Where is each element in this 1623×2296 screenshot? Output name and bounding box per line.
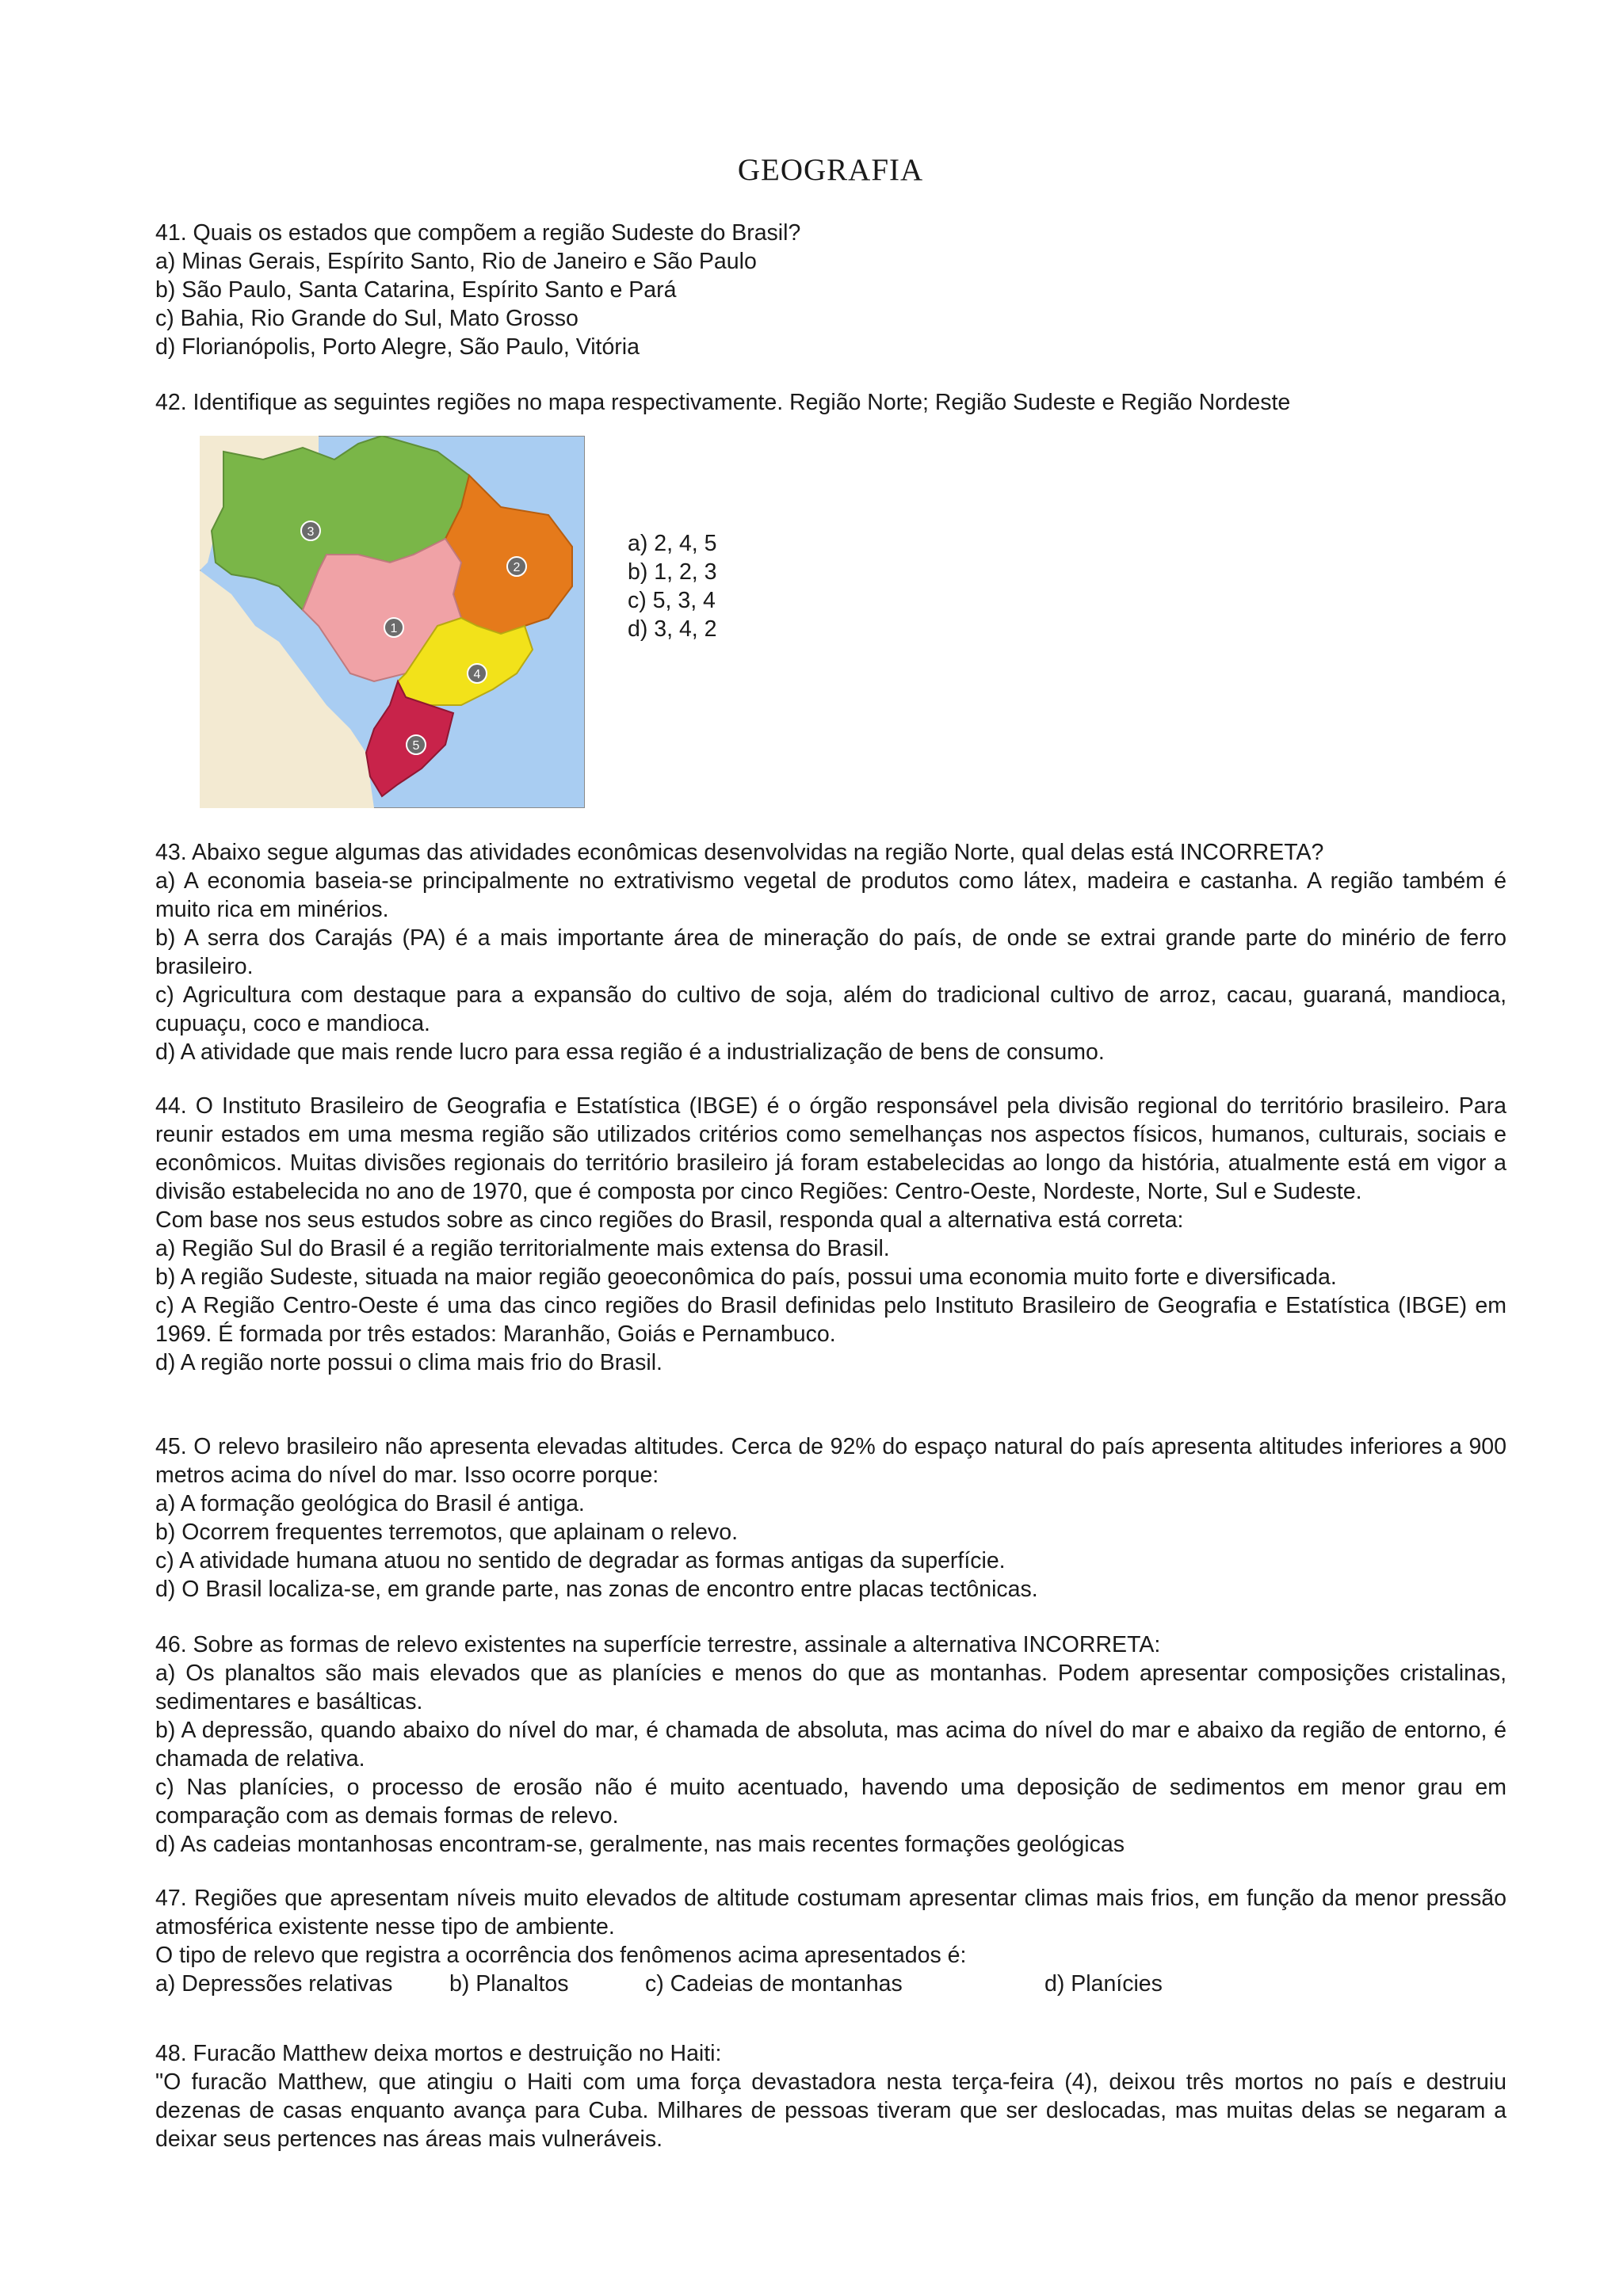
brazil-regions-map: [200, 436, 585, 808]
question-42-option-c: c) 5, 3, 4: [628, 588, 716, 613]
question-45: [155, 1432, 1507, 1604]
question-44-option-d: d) A região norte possui o clima mais frio do Brasil.: [155, 1350, 663, 1375]
question-45-option-b: b) Ocorrem frequentes terremotos, que aplainam o relevo.: [155, 1520, 739, 1545]
question-45-option-c: c) A atividade humana atuou no sentido de degradar as formas antigas da superfície.: [155, 1548, 1006, 1573]
map-marker-3: [301, 521, 320, 540]
question-41-option-b: b) São Paulo, Santa Catarina, Espírito Santo e Pará: [155, 277, 677, 303]
question-44-option-c: c) A Região Centro-Oeste é uma das cinco regiões do Brasil definidas pelo Instituto Brasileiro de Geografia e Estatística (IBGE) em 1969. É formada por três estados: Maranhão, Goiás e Pernambuco.: [155, 1293, 1507, 1347]
question-41-option-d: d) Florianópolis, Porto Alegre, São Paulo, Vitória: [155, 334, 640, 360]
map-marker-3-label: 3: [307, 525, 315, 539]
question-41-option-a: a) Minas Gerais, Espírito Santo, Rio de Janeiro e São Paulo: [155, 249, 757, 274]
question-46-option-b: b) A depressão, quando abaixo do nível do mar, é chamada de absoluta, mas acima do nível do mar e abaixo da região de entorno, é chamada de relativa.: [155, 1718, 1507, 1772]
question-47-option-c: c) Cadeias de montanhas: [645, 1971, 903, 1997]
question-44-prompt: Com base nos seus estudos sobre as cinco regiões do Brasil, responda qual a alternativa está correta:: [155, 1207, 1184, 1233]
map-marker-5: [407, 735, 426, 754]
question-43-text: 43. Abaixo segue algumas das atividades econômicas desenvolvidas na região Norte, qual delas está INCORRETA?: [155, 840, 1324, 865]
question-47-option-a: a) Depressões relativas: [155, 1971, 393, 1997]
question-43-option-a: a) A economia baseia-se principalmente no extrativismo vegetal de produtos como látex, madeira e castanha. A região também é muito rica em minérios.: [155, 868, 1507, 922]
question-47-option-d: d) Planícies: [1044, 1971, 1163, 1997]
map-marker-4-label: 4: [473, 668, 481, 681]
question-43-option-b: b) A serra dos Carajás (PA) é a mais importante área de mineração do país, de onde se extrai grande parte do minério de ferro brasileiro.: [155, 925, 1507, 979]
question-42-option-d: d) 3, 4, 2: [628, 616, 717, 642]
question-48: [155, 2039, 1507, 2153]
map-marker-5-label: 5: [412, 739, 420, 753]
map-marker-1: [384, 618, 403, 637]
question-44: [155, 1092, 1507, 1377]
question-46: [155, 1630, 1507, 1859]
question-41-text: 41. Quais os estados que compõem a região Sudeste do Brasil?: [155, 220, 801, 246]
question-46-text: 46. Sobre as formas de relevo existentes na superfície terrestre, assinale a alternativa INCORRETA:: [155, 1632, 1161, 1657]
question-46-option-c: c) Nas planícies, o processo de erosão não é muito acentuado, havendo uma deposição de sedimentos em menor grau em comparação com as demais formas de relevo.: [155, 1775, 1507, 1829]
question-41: [155, 219, 1507, 361]
map-marker-1-label: 1: [390, 622, 398, 635]
question-47-options: [155, 1970, 1507, 1998]
question-44-text: 44. O Instituto Brasileiro de Geografia e Estatística (IBGE) é o órgão responsável pela divisão regional do território brasileiro. Para reunir estados em uma mesma região são utilizados critérios como semelhanças nos aspectos físicos, humanos, culturais, sociais e econômicos. Muitas divisões regionais do território brasileiro já foram estabelecidas ao longo da história, atualmente está em vigor a divisão estabelecida no ano de 1970, que é composta por cinco Regiões: Centro-Oeste, Nordeste, Norte, Sul e Sudeste.: [155, 1093, 1507, 1204]
question-45-option-d: d) O Brasil localiza-se, em grande parte, nas zonas de encontro entre placas tectônicas.: [155, 1577, 1038, 1602]
question-42-options: [628, 529, 716, 643]
brazil-map-svg: [200, 436, 585, 808]
question-46-option-d: d) As cadeias montanhosas encontram-se, geralmente, nas mais recentes formações geológicas: [155, 1832, 1125, 1857]
question-47-text: 47. Regiões que apresentam níveis muito elevados de altitude costumam apresentar climas mais frios, em função da menor pressão atmosférica existente nesse tipo de ambiente.: [155, 1886, 1507, 1939]
question-42-option-b: b) 1, 2, 3: [628, 559, 717, 585]
question-44-option-b: b) A região Sudeste, situada na maior região geoeconômica do país, possui uma economia muito forte e diversificada.: [155, 1264, 1337, 1290]
question-42-text: 42. Identifique as seguintes regiões no mapa respectivamente. Região Norte; Região Sudeste e Região Nordeste: [155, 390, 1291, 415]
question-47-option-b: b) Planaltos: [449, 1971, 569, 1997]
question-41-option-c: c) Bahia, Rio Grande do Sul, Mato Grosso: [155, 306, 579, 331]
question-43-option-c: c) Agricultura com destaque para a expansão do cultivo de soja, além do tradicional cultivo de arroz, cacau, guaraná, mandioca, cupuaçu, coco e mandioca.: [155, 982, 1507, 1036]
map-marker-2-label: 2: [513, 561, 521, 574]
question-48-quote: "O furacão Matthew, que atingiu o Haiti com uma força devastadora nesta terça-feira (4), deixou três mortos no país e destruiu dezenas de casas enquanto avança para Cuba. Milhares de pessoas tiveram que ser deslocadas, mas muitas delas se negaram a deixar seus pertences nas áreas mais vulneráveis.: [155, 2069, 1507, 2152]
question-44-option-a: a) Região Sul do Brasil é a região territorialmente mais extensa do Brasil.: [155, 1236, 890, 1261]
question-48-text: 48. Furacão Matthew deixa mortos e destruição no Haiti:: [155, 2041, 722, 2066]
question-47-prompt: O tipo de relevo que registra a ocorrência dos fenômenos acima apresentados é:: [155, 1943, 967, 1968]
map-marker-4: [468, 664, 487, 683]
question-47: [155, 1884, 1507, 1998]
question-45-text: 45. O relevo brasileiro não apresenta elevadas altitudes. Cerca de 92% do espaço natural do país apresenta altitudes inferiores a 900 metros acima do nível do mar. Isso ocorre porque:: [155, 1434, 1507, 1488]
question-42: [155, 388, 1507, 417]
page-title: GEOGRAFIA: [737, 153, 924, 187]
question-43-option-d: d) A atividade que mais rende lucro para essa região é a industrialização de bens de consumo.: [155, 1039, 1105, 1065]
question-43: [155, 838, 1507, 1066]
question-42-option-a: a) 2, 4, 5: [628, 531, 717, 556]
question-45-option-a: a) A formação geológica do Brasil é antiga.: [155, 1491, 585, 1516]
map-marker-2: [507, 557, 526, 576]
question-46-option-a: a) Os planaltos são mais elevados que as planícies e menos do que as montanhas. Podem apresentar composições cristalinas, sedimentares e basálticas.: [155, 1661, 1507, 1714]
